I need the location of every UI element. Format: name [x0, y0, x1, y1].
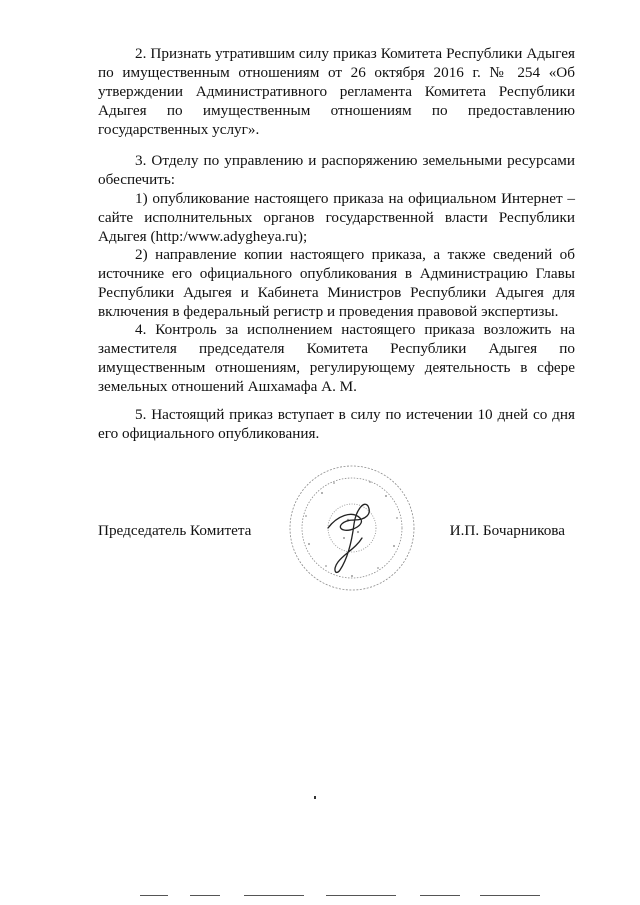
dash — [326, 895, 396, 896]
paragraph-3-item-2-text: 2) направление копии настоящего приказа, а также сведений об источнике его официального опубликования в Администрацию Главы Республики Адыгея и Кабинета Министров Республики Адыгея для включения в федеральный регистр и проведения правовой экспертизы. — [98, 246, 575, 320]
signatory-name: И.П. Бочарникова — [449, 522, 565, 539]
dash — [420, 895, 460, 896]
paragraph-5-text: 5. Настоящий приказ вступает в силу по истечении 10 дней со дня его официального опубликования. — [98, 406, 575, 442]
paragraph-2-text: 2. Признать утратившим силу приказ Комитета Республики Адыгея по имущественным отношениям от 26 октября 2016 г. № 254 «Об утверждении Административного регламента Комитета Республики Адыгея по имущественным отношениям по предоставлению государственных услуг». — [98, 45, 575, 138]
signatory-title: Председатель Комитета — [98, 522, 252, 539]
dash — [480, 895, 540, 896]
paragraph-3-item-2 — [98, 245, 575, 321]
paragraph-4-text: 4. Контроль за исполнением настоящего приказа возложить на заместителя председателя Комитета Республики Адыгея по имущественным отношениям, регулирующему деятельность в сфере земельных отношений Ашхамафа А. М. — [98, 321, 575, 395]
paragraph-3-item-1-text: 1) опубликование настоящего приказа на официальном Интернет – сайте исполнительных органов государственной власти Республики Адыгея (http:/www.adygheya.ru); — [98, 190, 575, 245]
dash — [190, 895, 220, 896]
paragraph-3 — [98, 151, 575, 189]
dash — [140, 895, 168, 896]
paragraph-3-item-1 — [98, 189, 575, 246]
paragraph-2 — [98, 44, 575, 139]
signature-block — [98, 521, 575, 541]
paragraph-3-text: 3. Отделу по управлению и распоряжению земельными ресурсами обеспечить: — [98, 152, 575, 188]
dash — [244, 895, 304, 896]
scan-speck — [314, 796, 316, 799]
paragraph-5 — [98, 405, 575, 443]
footer-scan-line — [140, 895, 580, 899]
paragraph-4 — [98, 320, 575, 396]
